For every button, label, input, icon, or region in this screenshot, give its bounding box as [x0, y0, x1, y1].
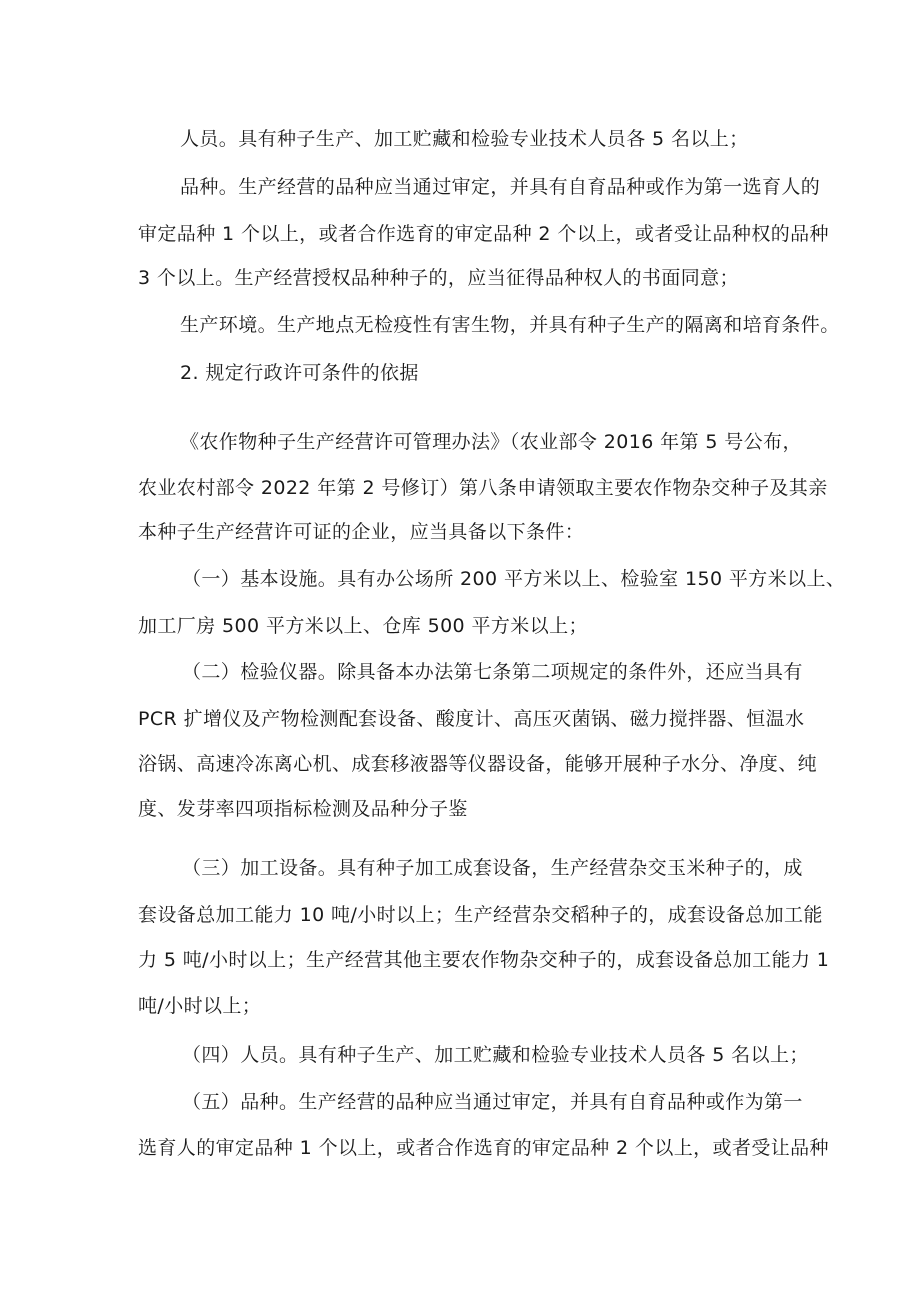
paragraph-line: 本种子生产经营许可证的企业，应当具备以下条件：: [138, 521, 585, 543]
paragraph-line: 加工厂房 500 平方米以上、仓库 500 平方米以上；: [138, 615, 588, 637]
paragraph-line: 度、发芽率四项指标检测及品种分子鉴: [138, 798, 468, 820]
paragraph-line: 选育人的审定品种 1 个以上，或者合作选育的审定品种 2 个以上，或者受让品种: [138, 1137, 829, 1159]
paragraph-line: 农业农村部令 2022 年第 2 号修订）第八条申请领取主要农作物杂交种子及其亲: [138, 477, 828, 499]
paragraph-line: 人员。具有种子生产、加工贮藏和检验专业技术人员各 5 名以上；: [180, 128, 749, 150]
paragraph-line: 力 5 吨/小时以上；生产经营其他主要农作物杂交种子的，成套设备总加工能力 1: [138, 949, 830, 971]
paragraph-line: 吨/小时以上；: [138, 995, 262, 1017]
paragraph-line: 3 个以上。生产经营授权品种种子的，应当征得品种权人的书面同意；: [138, 267, 739, 289]
paragraph-line: （三）加工设备。具有种子加工成套设备，生产经营杂交玉米种子的，成: [182, 857, 803, 879]
paragraph-line: 审定品种 1 个以上，或者合作选育的审定品种 2 个以上，或者受让品种权的品种: [138, 223, 829, 245]
paragraph-line: （四）人员。具有种子生产、加工贮藏和检验专业技术人员各 5 名以上；: [182, 1044, 809, 1066]
paragraph-line: 《农作物种子生产经营许可管理办法》（农业部令 2016 年第 5 号公布，: [180, 431, 802, 453]
paragraph-line: 套设备总加工能力 10 吨/小时以上；生产经营杂交稻种子的，成套设备总加工能: [138, 904, 823, 926]
paragraph-line: PCR 扩增仪及产物检测配套设备、酸度计、高压灭菌锅、磁力搅拌器、恒温水: [138, 708, 805, 730]
paragraph-line: 生产环境。生产地点无检疫性有害生物，并具有种子生产的隔离和培育条件。: [180, 314, 840, 336]
paragraph-line: （二）检验仪器。除具备本办法第七条第二项规定的条件外，还应当具有: [182, 661, 803, 683]
paragraph-line: 品种。生产经营的品种应当通过审定，并具有自育品种或作为第一选育人的: [180, 176, 821, 198]
paragraph-line: 浴锅、高速冷冻离心机、成套移液器等仪器设备，能够开展种子水分、净度、纯: [138, 753, 818, 775]
paragraph-line: （五）品种。生产经营的品种应当通过审定，并具有自育品种或作为第一: [182, 1091, 803, 1113]
paragraph-line: （一）基本设施。具有办公场所 200 平方米以上、检验室 150 平方米以上、: [182, 568, 846, 590]
section-heading: 2. 规定行政许可条件的依据: [180, 362, 419, 384]
